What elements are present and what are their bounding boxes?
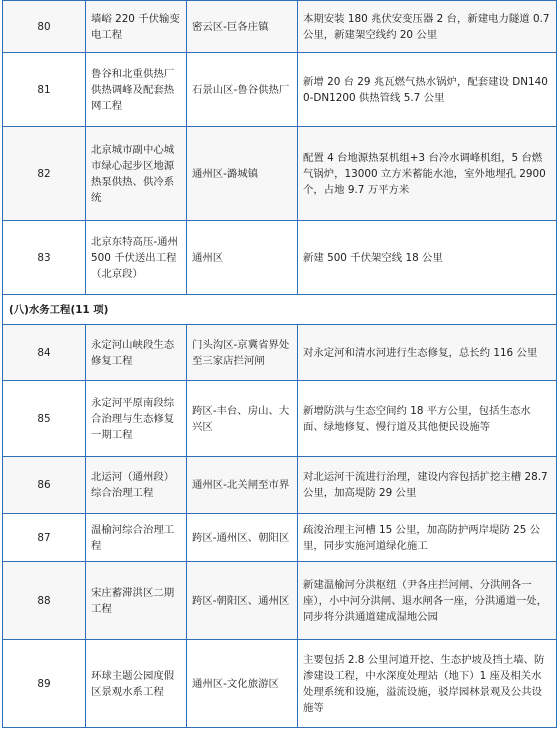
project-name: 北京东特高压-通州 500 千伏送出工程（北京段）: [86, 221, 187, 295]
project-table: [2, 0, 557, 728]
table-row: [3, 53, 557, 127]
row-number: 80: [3, 1, 86, 53]
project-location: 门头沟区-京冀省界处至三家店拦河闸: [187, 325, 298, 381]
project-location: 跨区-通州区、朝阳区: [187, 514, 298, 562]
project-name: 墙峪 220 千伏输变电工程: [86, 1, 187, 53]
project-location: 通州区-潞城镇: [187, 127, 298, 221]
project-content: 对北运河干流进行治理，建设内容包括扩挖主槽 28.7 公里，加高堤防 29 公里: [298, 457, 557, 514]
project-content: 配置 4 台地源热泵机组+3 台冷水调峰机组，5 台燃气锅炉，13000 立方米蓄能水池，室外地埋孔 2900 个，占地 9.7 万平方米: [298, 127, 557, 221]
table-row: [3, 514, 557, 562]
project-content: 本期安装 180 兆伏安变压器 2 台，新建电力隧道 0.7 公里，新建架空线约 20 公里: [298, 1, 557, 53]
table-row: [3, 325, 557, 381]
row-number: 87: [3, 514, 86, 562]
project-location: 跨区-朝阳区、通州区: [187, 562, 298, 640]
project-content: 新增防洪与生态空间约 18 平方公里，包括生态水面、绿地修复、慢行道及其他便民设施等: [298, 381, 557, 457]
project-content: 对永定河和清水河进行生态修复，总长约 116 公里: [298, 325, 557, 381]
project-name: 永定河平原南段综合治理与生态修复一期工程: [86, 381, 187, 457]
project-content: 新增 20 台 29 兆瓦燃气热水锅炉，配套建设 DN1400-DN1200 供热管线 5.7 公里: [298, 53, 557, 127]
project-content: 新建温榆河分洪枢纽（尹各庄拦河闸、分洪闸各一座），小中河分洪闸、退水闸各一座，分洪通道一处，同步将分洪通道建成湿地公园: [298, 562, 557, 640]
project-content: 疏浚治理主河槽 15 公里，加高防护两岸堤防 25 公里，同步实施河道绿化施工: [298, 514, 557, 562]
project-name: 永定河山峡段生态修复工程: [86, 325, 187, 381]
project-name: 鲁谷和北重供热厂供热调峰及配套热网工程: [86, 53, 187, 127]
project-location: 通州区: [187, 221, 298, 295]
row-number: 84: [3, 325, 86, 381]
table-row: [3, 127, 557, 221]
table-row: [3, 221, 557, 295]
table-row: [3, 562, 557, 640]
row-number: 89: [3, 640, 86, 728]
table-row: [3, 381, 557, 457]
project-content: 主要包括 2.8 公里河道开挖、生态护坡及挡土墙、防渗建设工程，中水深度处理站（地下）1 座及相关水处理系统和设施，溢流设施，驳岸园林景观及公共设施等: [298, 640, 557, 728]
project-location: 通州区-文化旅游区: [187, 640, 298, 728]
row-number: 82: [3, 127, 86, 221]
project-name: 宋庄蓄滞洪区二期工程: [86, 562, 187, 640]
project-location: 石景山区-鲁谷供热厂: [187, 53, 298, 127]
table-row: [3, 457, 557, 514]
table-row: [3, 640, 557, 728]
table-row: [3, 1, 557, 53]
project-content: 新建 500 千伏架空线 18 公里: [298, 221, 557, 295]
project-name: 北运河（通州段）综合治理工程: [86, 457, 187, 514]
section-title: (八)水务工程(11 项): [3, 295, 557, 325]
row-number: 81: [3, 53, 86, 127]
project-name: 环球主题公园度假区景观水系工程: [86, 640, 187, 728]
section-header-row: [3, 295, 557, 325]
row-number: 88: [3, 562, 86, 640]
project-location: 密云区-巨各庄镇: [187, 1, 298, 53]
project-location: 通州区-北关闸至市界: [187, 457, 298, 514]
row-number: 86: [3, 457, 86, 514]
row-number: 83: [3, 221, 86, 295]
project-name: 温榆河综合治理工程: [86, 514, 187, 562]
project-location: 跨区-丰台、房山、大兴区: [187, 381, 298, 457]
row-number: 85: [3, 381, 86, 457]
project-name: 北京城市副中心城市绿心起步区地源热泵供热、供冷系统: [86, 127, 187, 221]
